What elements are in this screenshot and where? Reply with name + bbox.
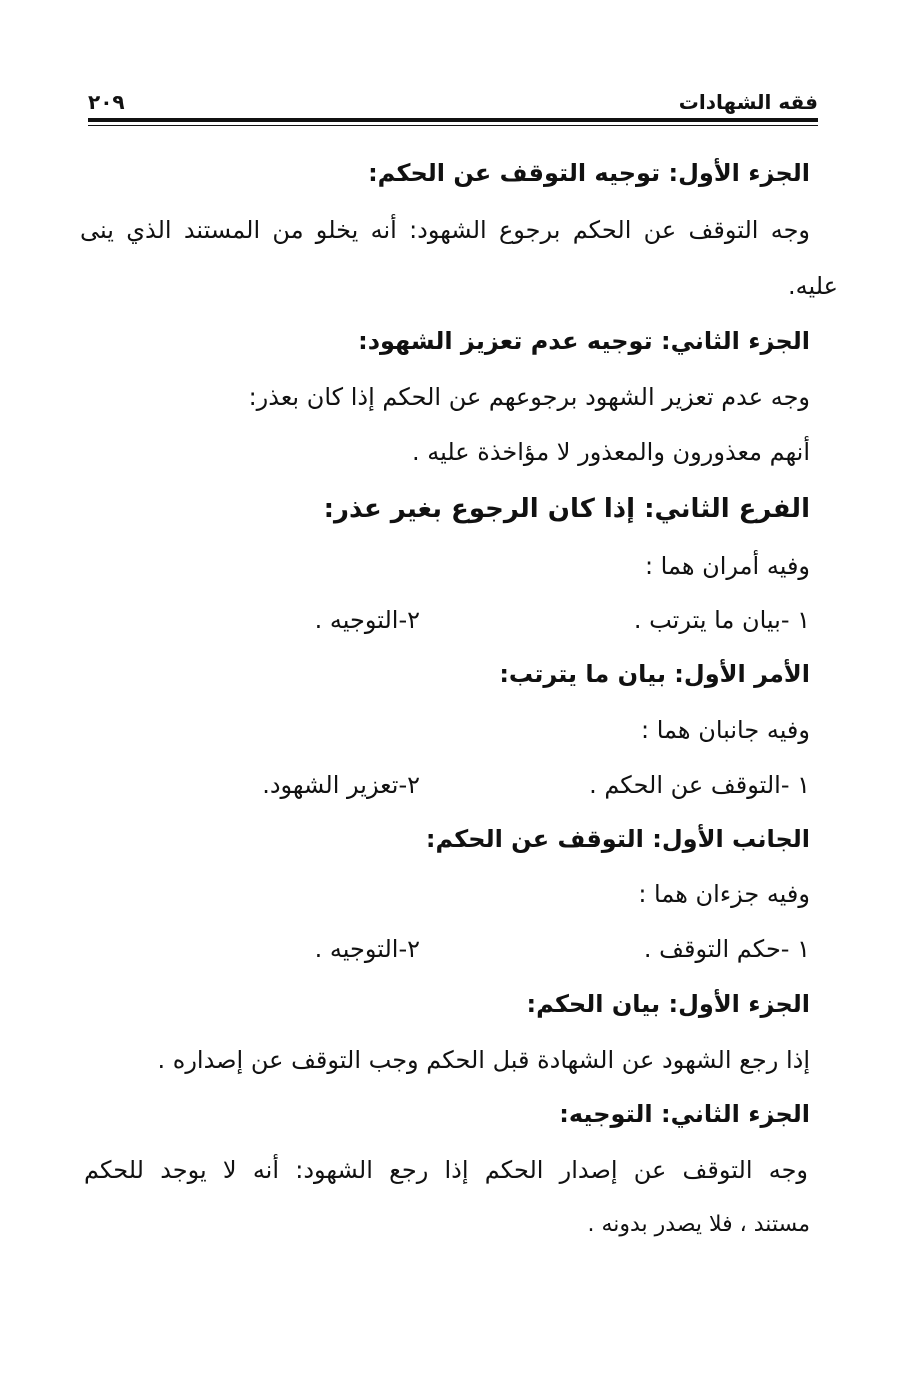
- section-heading: الفرع الثاني: إذا كان الرجوع بغير عذر:: [323, 494, 810, 524]
- list-item: ١ -التوقف عن الحكم .: [589, 771, 810, 799]
- header-rule-thick: [88, 118, 818, 122]
- numbered-list-row: [110, 600, 810, 640]
- paragraph-line: عليه.: [787, 272, 838, 300]
- paragraph-line: مستند ، فلا يصدر بدونه .: [587, 1212, 810, 1237]
- paragraph-line: وجه التوقف عن الحكم برجوع الشهود: أنه يخلو من المستند الذي ينى: [80, 216, 810, 244]
- section-heading: الجزء الأول: توجيه التوقف عن الحكم:: [368, 159, 810, 187]
- header-title: فقه الشهادات: [678, 90, 818, 114]
- page-number: ٢٠٩: [88, 90, 125, 114]
- paragraph-line: وفيه جزءان هما :: [638, 880, 810, 908]
- section-heading: الجزء الثاني: التوجيه:: [559, 1100, 810, 1128]
- numbered-list-row: [110, 765, 810, 805]
- paragraph-line: إذا رجع الشهود عن الشهادة قبل الحكم وجب التوقف عن إصداره .: [157, 1046, 810, 1074]
- section-heading: الجانب الأول: التوقف عن الحكم:: [425, 825, 810, 853]
- paragraph-line: أنهم معذورون والمعذور لا مؤاخذة عليه .: [411, 438, 810, 466]
- section-heading: الأمر الأول: بيان ما يترتب:: [499, 660, 810, 688]
- list-item: ٢-تعزير الشهود.: [262, 771, 420, 799]
- list-item: ٢-التوجيه .: [314, 935, 420, 963]
- running-header: [88, 84, 818, 114]
- paragraph-line: وفيه جانبان هما :: [641, 716, 810, 744]
- section-heading: الجزء الثاني: توجيه عدم تعزيز الشهود:: [358, 327, 810, 355]
- list-item: ١ -حكم التوقف .: [643, 935, 810, 963]
- paragraph-line: وجه التوقف عن إصدار الحكم إذا رجع الشهود: أنه لا يوجد للحكم: [84, 1156, 808, 1184]
- paragraph-line: وجه عدم تعزير الشهود برجوعهم عن الحكم إذا كان بعذر:: [248, 383, 810, 411]
- paragraph-line: وفيه أمران هما :: [644, 552, 810, 580]
- numbered-list-row: [110, 929, 810, 969]
- list-item: ٢-التوجيه .: [314, 606, 420, 634]
- header-rule-thin: [88, 125, 818, 126]
- section-heading: الجزء الأول: بيان الحكم:: [526, 990, 810, 1018]
- list-item: ١ -بيان ما يترتب .: [633, 606, 810, 634]
